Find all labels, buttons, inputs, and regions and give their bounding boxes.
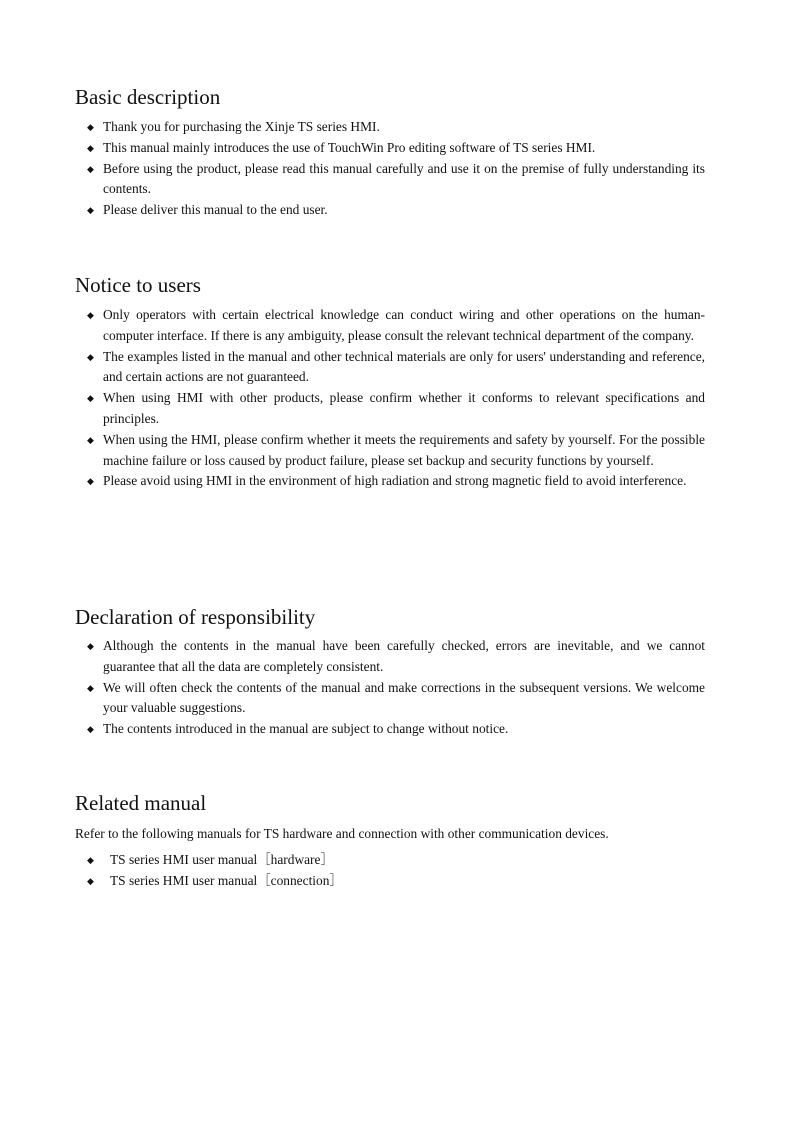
- list-item-text: Only operators with certain electrical knowledge can conduct wiring and other operations on the human-computer interface. If there is any ambiguity, please consult the relevant technical department of the company.: [103, 307, 705, 343]
- diamond-bullet-icon: ◆: [87, 875, 94, 886]
- list-item-text: Although the contents in the manual have been carefully checked, errors are inevitable, and we cannot guarantee that all the data are completely consistent.: [103, 638, 705, 674]
- list-item-text: This manual mainly introduces the use of TouchWin Pro editing software of TS series HMI.: [103, 139, 596, 155]
- list-item: [75, 117, 705, 138]
- list-item-text: Please avoid using HMI in the environment of high radiation and strong magnetic field to avoid interference.: [103, 473, 687, 489]
- section-heading: Basic description: [75, 85, 221, 109]
- list-item: [75, 200, 705, 221]
- diamond-bullet-icon: ◆: [87, 205, 94, 216]
- bullet-list: [75, 636, 705, 740]
- manual-title: TS series HMI user manual［connection］: [110, 872, 343, 888]
- list-item: [75, 471, 705, 492]
- list-item-text: Thank you for purchasing the Xinje TS series HMI.: [103, 119, 380, 134]
- declaration-of-responsibility-section: [75, 604, 705, 740]
- list-item: [75, 388, 705, 430]
- diamond-bullet-icon: ◆: [87, 682, 94, 693]
- diamond-bullet-icon: ◆: [87, 310, 94, 320]
- bullet-list: [75, 305, 705, 492]
- diamond-bullet-icon: ◆: [87, 351, 94, 362]
- list-item-text: The contents introduced in the manual are subject to change without notice.: [103, 721, 509, 737]
- list-item-text: Please deliver this manual to the end user.: [103, 202, 328, 218]
- list-item: [75, 430, 705, 472]
- diamond-bullet-icon: ◆: [87, 724, 94, 735]
- list-item-text: The examples listed in the manual and other technical materials are only for users' understanding and reference, and certain actions are not guaranteed.: [103, 348, 705, 385]
- section-heading: Declaration of responsibility: [75, 605, 316, 629]
- notice-to-users-section: [75, 272, 705, 492]
- section-heading: Related manual: [75, 791, 207, 815]
- diamond-bullet-icon: ◆: [87, 641, 94, 651]
- diamond-bullet-icon: ◆: [87, 122, 94, 132]
- basic-description-section: [75, 84, 705, 221]
- list-item: [75, 305, 705, 347]
- list-item-text: When using the HMI, please confirm whether it meets the requirements and safety by yourself. For the possible machine failure or loss caused by product failure, please set backup and security functions by yourself.: [103, 431, 705, 468]
- section-heading: Notice to users: [75, 273, 201, 297]
- list-item: [75, 636, 705, 678]
- manual-list: [75, 850, 705, 892]
- diamond-bullet-icon: ◆: [87, 163, 94, 174]
- list-item-text: Before using the product, please read this manual carefully and use it on the premise of fully understanding its contents.: [103, 160, 705, 197]
- list-item: [75, 347, 705, 389]
- diamond-bullet-icon: ◆: [87, 393, 94, 404]
- list-item: [75, 719, 705, 740]
- list-item: [75, 850, 705, 871]
- diamond-bullet-icon: ◆: [87, 854, 94, 865]
- diamond-bullet-icon: ◆: [87, 434, 94, 445]
- list-item: [75, 678, 705, 720]
- diamond-bullet-icon: ◆: [87, 142, 94, 153]
- bullet-list: [75, 117, 705, 221]
- manual-title: TS series HMI user manual［hardware］: [110, 851, 334, 867]
- related-manual-section: [75, 790, 705, 891]
- list-item: [75, 159, 705, 201]
- list-item-text: We will often check the contents of the manual and make corrections in the subsequent versions. We welcome your valuable suggestions.: [103, 679, 705, 716]
- list-item: [75, 871, 705, 892]
- list-item-text: When using HMI with other products, please confirm whether it conforms to relevant specifications and principles.: [103, 390, 705, 426]
- section-intro-text: Refer to the following manuals for TS hardware and connection with other communication devices.: [75, 826, 609, 841]
- diamond-bullet-icon: ◆: [87, 476, 94, 487]
- list-item: [75, 138, 705, 159]
